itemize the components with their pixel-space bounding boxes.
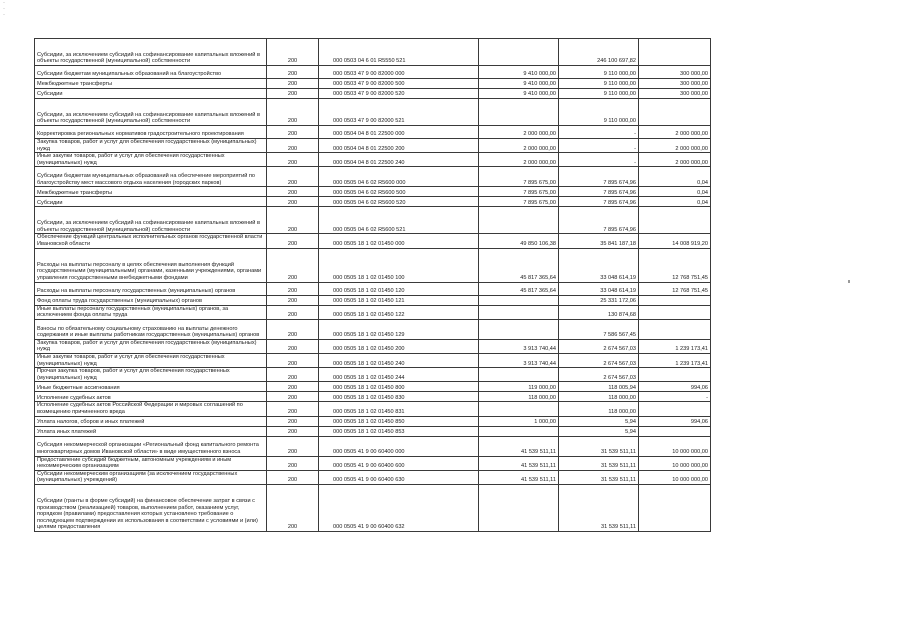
table-row xyxy=(35,402,711,416)
table-row xyxy=(35,197,711,207)
cell-executed: 5,94 xyxy=(559,416,639,426)
cell-kbk: 000 0503 04 6 01 R5550 521 xyxy=(319,39,479,66)
cell-remainder xyxy=(639,207,711,234)
cell-name: Субсидии, за исключением субсидий на софинансирование капитальных вложений в объекты государственной (муниципальной) собственности xyxy=(35,207,267,234)
cell-code: 200 xyxy=(267,99,319,126)
cell-remainder: 1 239 173,41 xyxy=(639,353,711,367)
cell-code: 200 xyxy=(267,187,319,197)
cell-remainder: 10 000 000,00 xyxy=(639,470,711,484)
cell-name: Иные закупки товаров, работ и услуг для обеспечения государственных (муниципальных) нужд xyxy=(35,353,267,367)
cell-kbk: 000 0505 18 1 02 01450 850 xyxy=(319,416,479,426)
cell-executed: 246 100 697,82 xyxy=(559,39,639,66)
cell-name: Взносы по обязательному социальному страхованию на выплаты денежного содержания и иные выплаты работникам государственных (муниципальных) органов xyxy=(35,319,267,339)
cell-name: Фонд оплаты труда государственных (муниципальных) органов xyxy=(35,295,267,305)
cell-plan: 7 895 675,00 xyxy=(479,167,559,187)
cell-executed: 25 331 172,06 xyxy=(559,295,639,305)
cell-code: 200 xyxy=(267,436,319,456)
cell-remainder xyxy=(639,426,711,436)
cell-remainder: 300 000,00 xyxy=(639,79,711,89)
cell-remainder: 12 768 751,45 xyxy=(639,248,711,282)
cell-name: Исполнение судебных актов xyxy=(35,392,267,402)
cell-remainder: 0,04 xyxy=(639,197,711,207)
cell-executed: 2 674 567,03 xyxy=(559,339,639,353)
cell-code: 200 xyxy=(267,456,319,470)
cell-executed: 31 539 511,11 xyxy=(559,436,639,456)
cell-kbk: 000 0505 04 6 02 R5600 521 xyxy=(319,207,479,234)
cell-kbk: 000 0504 04 8 01 22500 000 xyxy=(319,126,479,139)
cell-kbk: 000 0505 04 6 02 R5600 520 xyxy=(319,197,479,207)
cell-name: Уплата налогов, сборов и иных платежей xyxy=(35,416,267,426)
table-row xyxy=(35,39,711,66)
table-row xyxy=(35,187,711,197)
table-row xyxy=(35,426,711,436)
cell-remainder xyxy=(639,402,711,416)
cell-plan xyxy=(479,305,559,319)
cell-plan xyxy=(479,319,559,339)
cell-executed: 31 539 511,11 xyxy=(559,456,639,470)
cell-kbk: 000 0503 47 9 00 82000 500 xyxy=(319,79,479,89)
cell-executed: 2 674 567,03 xyxy=(559,368,639,382)
cell-kbk: 000 0505 18 1 02 01450 100 xyxy=(319,248,479,282)
table-row xyxy=(35,66,711,79)
cell-kbk: 000 0505 04 6 02 R5600 500 xyxy=(319,187,479,197)
cell-name: Закупка товаров, работ и услуг для обеспечения государственных (муниципальных) нужд xyxy=(35,339,267,353)
cell-code: 200 xyxy=(267,426,319,436)
cell-name: Субсидия некоммерческой организации «Региональный фонд капитального ремонта многоквартирных домов Ивановской области» в виде имущественного взноса xyxy=(35,436,267,456)
cell-executed: - xyxy=(559,126,639,139)
cell-kbk: 000 0505 41 9 00 60400 000 xyxy=(319,436,479,456)
cell-executed: 7 895 674,96 xyxy=(559,187,639,197)
cell-name: Предоставление субсидий бюджетным, автономным учреждениям и иным некоммерческим организациям xyxy=(35,456,267,470)
cell-code: 200 xyxy=(267,234,319,248)
table-row xyxy=(35,470,711,484)
table-row xyxy=(35,99,711,126)
cell-plan: 41 539 511,11 xyxy=(479,456,559,470)
table-row xyxy=(35,126,711,139)
cell-remainder: 2 000 000,00 xyxy=(639,126,711,139)
cell-code: 200 xyxy=(267,39,319,66)
table-row xyxy=(35,339,711,353)
cell-code: 200 xyxy=(267,339,319,353)
cell-executed: 7 586 567,45 xyxy=(559,319,639,339)
cell-remainder: 0,04 xyxy=(639,187,711,197)
cell-plan: 45 817 365,64 xyxy=(479,248,559,282)
cell-plan: 49 850 106,38 xyxy=(479,234,559,248)
table-row xyxy=(35,456,711,470)
cell-executed: 9 110 000,00 xyxy=(559,66,639,79)
cell-plan: 2 000 000,00 xyxy=(479,126,559,139)
cell-remainder: 994,06 xyxy=(639,416,711,426)
cell-name: Межбюджетные трансферты xyxy=(35,187,267,197)
cell-code: 200 xyxy=(267,153,319,167)
cell-executed: 35 841 187,18 xyxy=(559,234,639,248)
table-row xyxy=(35,368,711,382)
cell-code: 200 xyxy=(267,126,319,139)
cell-plan xyxy=(479,295,559,305)
cell-plan: 3 913 740,44 xyxy=(479,353,559,367)
cell-executed: - xyxy=(559,139,639,153)
cell-executed: 118 005,94 xyxy=(559,382,639,392)
cell-remainder xyxy=(639,305,711,319)
cell-name: Субсидии xyxy=(35,89,267,99)
cell-kbk: 000 0505 18 1 02 01450 800 xyxy=(319,382,479,392)
cell-code: 200 xyxy=(267,66,319,79)
cell-code: 200 xyxy=(267,402,319,416)
cell-remainder xyxy=(639,484,711,531)
cell-plan xyxy=(479,99,559,126)
cell-plan: 45 817 365,64 xyxy=(479,282,559,295)
cell-code: 200 xyxy=(267,197,319,207)
cell-executed: 33 048 614,19 xyxy=(559,282,639,295)
cell-kbk: 000 0504 04 8 01 22500 200 xyxy=(319,139,479,153)
cell-code: 200 xyxy=(267,484,319,531)
table-row xyxy=(35,353,711,367)
cell-code: 200 xyxy=(267,89,319,99)
cell-plan xyxy=(479,484,559,531)
cell-kbk: 000 0505 41 9 00 60400 630 xyxy=(319,470,479,484)
cell-name: Обеспечение функций центральных исполнительных органов государственной власти Ивановской области xyxy=(35,234,267,248)
cell-kbk: 000 0505 18 1 02 01450 120 xyxy=(319,282,479,295)
cell-name: Иные бюджетные ассигнования xyxy=(35,382,267,392)
cell-code: 200 xyxy=(267,382,319,392)
cell-name: Расходы на выплаты персоналу государственных (муниципальных) органов xyxy=(35,282,267,295)
cell-plan: 3 913 740,44 xyxy=(479,339,559,353)
table-row xyxy=(35,295,711,305)
cell-kbk: 000 0505 18 1 02 01450 122 xyxy=(319,305,479,319)
cell-name: Уплата иных платежей xyxy=(35,426,267,436)
table-row xyxy=(35,484,711,531)
cell-executed: 33 048 614,19 xyxy=(559,248,639,282)
cell-plan: 119 000,00 xyxy=(479,382,559,392)
cell-code: 200 xyxy=(267,207,319,234)
table-body xyxy=(35,39,711,532)
table-row xyxy=(35,382,711,392)
cell-remainder xyxy=(639,39,711,66)
cell-kbk: 000 0505 41 9 00 60400 600 xyxy=(319,456,479,470)
cell-kbk: 000 0505 41 9 00 60400 632 xyxy=(319,484,479,531)
cell-code: 200 xyxy=(267,470,319,484)
cell-code: 200 xyxy=(267,282,319,295)
cell-executed: 7 895 674,96 xyxy=(559,167,639,187)
cell-code: 200 xyxy=(267,353,319,367)
cell-executed: 7 895 674,96 xyxy=(559,197,639,207)
cell-kbk: 000 0505 04 6 02 R5600 000 xyxy=(319,167,479,187)
cell-kbk: 000 0505 18 1 02 01450 000 xyxy=(319,234,479,248)
table-row xyxy=(35,139,711,153)
cell-remainder: 2 000 000,00 xyxy=(639,139,711,153)
cell-remainder: 10 000 000,00 xyxy=(639,436,711,456)
cell-code: 200 xyxy=(267,319,319,339)
left-margin-dots: · · · xyxy=(3,0,5,18)
cell-name: Субсидии xyxy=(35,197,267,207)
cell-name: Иные закупки товаров, работ и услуг для обеспечения государственных (муниципальных) нужд xyxy=(35,153,267,167)
cell-executed: 9 110 000,00 xyxy=(559,89,639,99)
table-row xyxy=(35,234,711,248)
table-row xyxy=(35,282,711,295)
cell-code: 200 xyxy=(267,392,319,402)
cell-code: 200 xyxy=(267,167,319,187)
cell-remainder: 300 000,00 xyxy=(639,89,711,99)
cell-name: Субсидии, за исключением субсидий на софинансирование капитальных вложений в объекты государственной (муниципальной) собственности xyxy=(35,39,267,66)
cell-kbk: 000 0505 18 1 02 01450 200 xyxy=(319,339,479,353)
cell-name: Субсидии (гранты в форме субсидий) на финансовое обеспечение затрат в связи с производством (реализацией) товаров, выполнением работ, оказанием услуг, порядком (правилами) предоставления которых установлено требование о последующем подтверждении их использования в соответствии с условиями и (или) целями предоставления xyxy=(35,484,267,531)
cell-kbk: 000 0505 18 1 02 01450 121 xyxy=(319,295,479,305)
cell-remainder: - xyxy=(639,392,711,402)
budget-execution-sheet xyxy=(34,38,710,532)
cell-code: 200 xyxy=(267,295,319,305)
cell-executed: 7 895 674,96 xyxy=(559,207,639,234)
cell-executed: 118 000,00 xyxy=(559,392,639,402)
cell-kbk: 000 0505 18 1 02 01450 244 xyxy=(319,368,479,382)
cell-remainder: 1 239 173,41 xyxy=(639,339,711,353)
table-row xyxy=(35,79,711,89)
cell-name: Расходы на выплаты персоналу в целях обеспечения выполнения функций государственными (муниципальными) органами, казенными учреждениями, органами управления государственными внебюджетными фондами xyxy=(35,248,267,282)
cell-kbk: 000 0505 18 1 02 01450 831 xyxy=(319,402,479,416)
cell-executed: 31 539 511,11 xyxy=(559,470,639,484)
cell-executed: 2 674 567,03 xyxy=(559,353,639,367)
cell-remainder: 10 000 000,00 xyxy=(639,456,711,470)
cell-executed: 130 874,68 xyxy=(559,305,639,319)
cell-name: Корректировка региональных нормативов градостроительного проектирования xyxy=(35,126,267,139)
table-row xyxy=(35,392,711,402)
cell-executed: - xyxy=(559,153,639,167)
cell-plan: 7 895 675,00 xyxy=(479,197,559,207)
expenditure-table xyxy=(34,38,711,532)
cell-name: Субсидии бюджетам муниципальных образований на обеспечение мероприятий по благоустройству мест массового отдыха населения (городских парков) xyxy=(35,167,267,187)
right-margin-mark xyxy=(848,280,850,283)
cell-name: Иные выплаты персоналу государственных (муниципальных) органов, за исключением фонда оплаты труда xyxy=(35,305,267,319)
cell-plan xyxy=(479,426,559,436)
cell-kbk: 000 0505 18 1 02 01450 129 xyxy=(319,319,479,339)
cell-kbk: 000 0503 47 9 00 82000 520 xyxy=(319,89,479,99)
cell-code: 200 xyxy=(267,305,319,319)
cell-kbk: 000 0505 18 1 02 01450 240 xyxy=(319,353,479,367)
cell-executed: 5,94 xyxy=(559,426,639,436)
table-row xyxy=(35,89,711,99)
cell-plan xyxy=(479,368,559,382)
cell-name: Прочая закупка товаров, работ и услуг для обеспечения государственных (муниципальных) нужд xyxy=(35,368,267,382)
cell-kbk: 000 0503 47 9 00 82000 521 xyxy=(319,99,479,126)
table-row xyxy=(35,207,711,234)
cell-plan: 1 000,00 xyxy=(479,416,559,426)
cell-plan: 9 410 000,00 xyxy=(479,66,559,79)
cell-remainder: 994,06 xyxy=(639,382,711,392)
cell-plan: 2 000 000,00 xyxy=(479,139,559,153)
cell-plan: 7 895 675,00 xyxy=(479,187,559,197)
cell-remainder xyxy=(639,319,711,339)
cell-name: Субсидии бюджетам муниципальных образований на благоустройство xyxy=(35,66,267,79)
cell-code: 200 xyxy=(267,79,319,89)
cell-executed: 9 110 000,00 xyxy=(559,79,639,89)
table-row xyxy=(35,248,711,282)
cell-code: 200 xyxy=(267,368,319,382)
cell-remainder: 300 000,00 xyxy=(639,66,711,79)
cell-kbk: 000 0505 18 1 02 01450 853 xyxy=(319,426,479,436)
cell-remainder xyxy=(639,368,711,382)
cell-remainder: 14 008 919,20 xyxy=(639,234,711,248)
cell-kbk: 000 0503 47 9 00 82000 000 xyxy=(319,66,479,79)
table-row xyxy=(35,436,711,456)
cell-remainder: 12 768 751,45 xyxy=(639,282,711,295)
table-row xyxy=(35,305,711,319)
cell-remainder: 2 000 000,00 xyxy=(639,153,711,167)
cell-name: Исполнение судебных актов Российской Федерации и мировых соглашений по возмещению причиненного вреда xyxy=(35,402,267,416)
table-row xyxy=(35,319,711,339)
cell-code: 200 xyxy=(267,248,319,282)
cell-name: Субсидии некоммерческим организациям (за исключением государственных (муниципальных) учреждений) xyxy=(35,470,267,484)
cell-plan: 9 410 000,00 xyxy=(479,89,559,99)
cell-plan: 2 000 000,00 xyxy=(479,153,559,167)
cell-plan: 9 410 000,00 xyxy=(479,79,559,89)
cell-kbk: 000 0504 04 8 01 22500 240 xyxy=(319,153,479,167)
cell-executed: 31 539 511,11 xyxy=(559,484,639,531)
table-row xyxy=(35,167,711,187)
cell-code: 200 xyxy=(267,416,319,426)
cell-code: 200 xyxy=(267,139,319,153)
cell-name: Закупка товаров, работ и услуг для обеспечения государственных (муниципальных) нужд xyxy=(35,139,267,153)
cell-plan xyxy=(479,207,559,234)
cell-remainder xyxy=(639,295,711,305)
cell-remainder: 0,04 xyxy=(639,167,711,187)
cell-executed: 118 000,00 xyxy=(559,402,639,416)
table-row xyxy=(35,416,711,426)
cell-plan xyxy=(479,402,559,416)
cell-plan xyxy=(479,39,559,66)
cell-plan: 118 000,00 xyxy=(479,392,559,402)
cell-name: Межбюджетные трансферты xyxy=(35,79,267,89)
cell-executed: 9 110 000,00 xyxy=(559,99,639,126)
cell-remainder xyxy=(639,99,711,126)
table-row xyxy=(35,153,711,167)
cell-name: Субсидии, за исключением субсидий на софинансирование капитальных вложений в объекты государственной (муниципальной) собственности xyxy=(35,99,267,126)
cell-plan: 41 539 511,11 xyxy=(479,436,559,456)
cell-kbk: 000 0505 18 1 02 01450 830 xyxy=(319,392,479,402)
cell-plan: 41 539 511,11 xyxy=(479,470,559,484)
